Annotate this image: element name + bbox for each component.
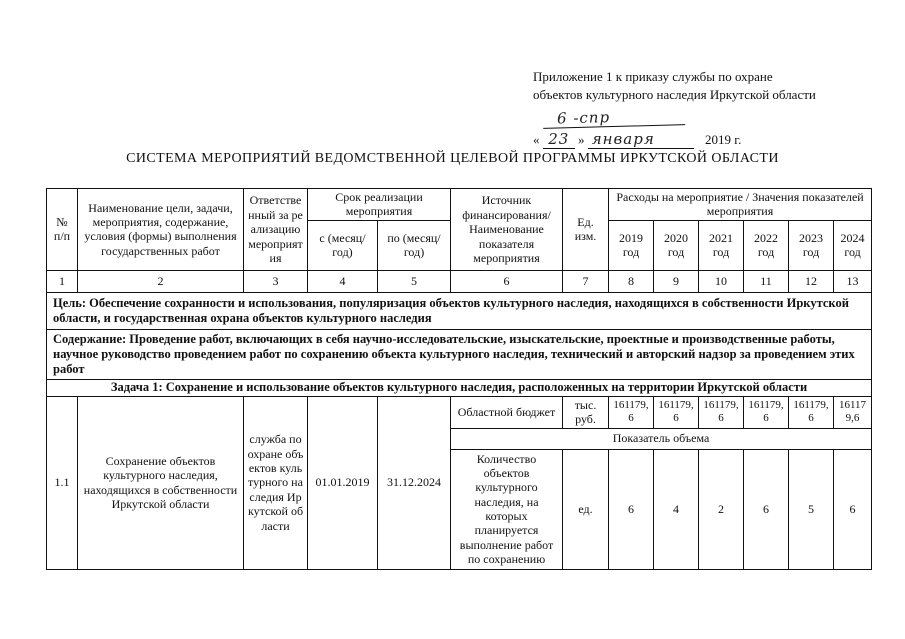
column-number-cell: 13 <box>834 270 872 292</box>
col-header-num: № п/п <box>47 189 78 271</box>
measure-responsible: служба по охране объектов культурного наследия Иркутской области <box>244 396 308 569</box>
funding-value-cell: 161179,6 <box>609 396 654 428</box>
year-column-header: 2019 год <box>609 220 654 270</box>
measure-date-from: 01.01.2019 <box>308 396 378 569</box>
column-number-cell: 5 <box>378 270 451 292</box>
content-row <box>47 329 872 379</box>
approval-note-line2: объектов культурного наследия Иркутской области <box>533 87 816 102</box>
funding-value-cell: 161179,6 <box>744 396 789 428</box>
approval-note-line1: Приложение 1 к приказу службы по охране <box>533 69 773 84</box>
measures-table <box>46 188 872 570</box>
content-text: Содержание: Проведение работ, включающих в себя научно-исследовательские, изыскательские, проектные и производственные работы, научное руководство проведением работ по сохранению объекта культурного наследия, технический и авторский надзор за проведением этих работ <box>47 329 872 379</box>
indicator-value-cell: 6 <box>609 449 654 569</box>
funding-value-cell: 161179,6 <box>699 396 744 428</box>
goal-text: Цель: Обеспечение сохранности и использования, популяризация объектов культурного наследия, находящихся в собственности Иркутской области, и государственная охрана объектов культурного наследия <box>47 292 872 329</box>
order-date-row <box>533 130 883 149</box>
year-column-header: 2020 год <box>654 220 699 270</box>
indicator-unit: ед. <box>563 449 609 569</box>
column-number-cell: 10 <box>699 270 744 292</box>
column-number-cell: 2 <box>78 270 244 292</box>
funding-source: Областной бюджет <box>451 396 563 428</box>
measure-row-funding <box>47 396 872 428</box>
col-header-responsible: Ответственный за реализацию мероприятия <box>244 189 308 271</box>
col-header-source: Источник финансирования/ Наименование показателя мероприятия <box>451 189 563 271</box>
column-number-cell: 1 <box>47 270 78 292</box>
column-number-cell: 8 <box>609 270 654 292</box>
handwritten-month: января <box>588 130 694 149</box>
goal-row <box>47 292 872 329</box>
measure-name: Сохранение объектов культурного наследия, находящихся в собственности Иркутской области <box>78 396 244 569</box>
indicator-name: Количество объектов культурного наследия, на которых планируется выполнение работ по сохранению <box>451 449 563 569</box>
indicator-value-cell: 6 <box>834 449 872 569</box>
column-numbers-row <box>47 270 872 292</box>
measure-number: 1.1 <box>47 396 78 569</box>
column-number-cell: 9 <box>654 270 699 292</box>
funding-value-cell: 161179,6 <box>834 396 872 428</box>
task1-row <box>47 379 872 396</box>
column-number-cell: 4 <box>308 270 378 292</box>
indicator-group-label: Показатель объема <box>451 428 872 449</box>
indicator-value-cell: 5 <box>789 449 834 569</box>
task1-text: Задача 1: Сохранение и использование объектов культурного наследия, расположенных на территории Иркутской области <box>47 379 872 396</box>
header-row-groups <box>47 189 872 221</box>
column-number-cell: 6 <box>451 270 563 292</box>
funding-value-cell: 161179,6 <box>789 396 834 428</box>
year-column-header: 2024 год <box>834 220 872 270</box>
column-number-cell: 11 <box>744 270 789 292</box>
year-column-header: 2023 год <box>789 220 834 270</box>
col-header-expenses-group: Расходы на мероприятие / Значения показателей мероприятия <box>609 189 872 221</box>
order-year: 2019 г. <box>705 132 742 147</box>
handwritten-day: 23 <box>543 130 575 149</box>
open-quote: « <box>533 132 540 147</box>
approval-note <box>533 68 883 149</box>
column-number-cell: 3 <box>244 270 308 292</box>
col-header-term-group: Срок реализации мероприятия <box>308 189 451 221</box>
year-column-header: 2021 год <box>699 220 744 270</box>
indicator-value-cell: 2 <box>699 449 744 569</box>
page-title: СИСТЕМА МЕРОПРИЯТИЙ ВЕДОМСТВЕННОЙ ЦЕЛЕВОЙ ПРОГРАММЫ ИРКУТСКОЙ ОБЛАСТИ <box>126 151 779 166</box>
col-header-term-to: по (месяц/год) <box>378 220 451 270</box>
col-header-unit: Ед. изм. <box>563 189 609 271</box>
measure-date-to: 31.12.2024 <box>378 396 451 569</box>
order-number-row <box>533 108 883 127</box>
indicator-value-cell: 6 <box>744 449 789 569</box>
col-header-term-from: с (месяц/год) <box>308 220 378 270</box>
close-quote: » <box>578 132 585 147</box>
year-column-header: 2022 год <box>744 220 789 270</box>
handwritten-order-number: 6 -спр <box>543 106 685 129</box>
funding-value-cell: 161179,6 <box>654 396 699 428</box>
funding-unit: тыс. руб. <box>563 396 609 428</box>
column-number-cell: 12 <box>789 270 834 292</box>
indicator-value-cell: 4 <box>654 449 699 569</box>
col-header-name: Наименование цели, задачи, мероприятия, содержание, условия (формы) выполнения государственных работ <box>78 189 244 271</box>
column-number-cell: 7 <box>563 270 609 292</box>
